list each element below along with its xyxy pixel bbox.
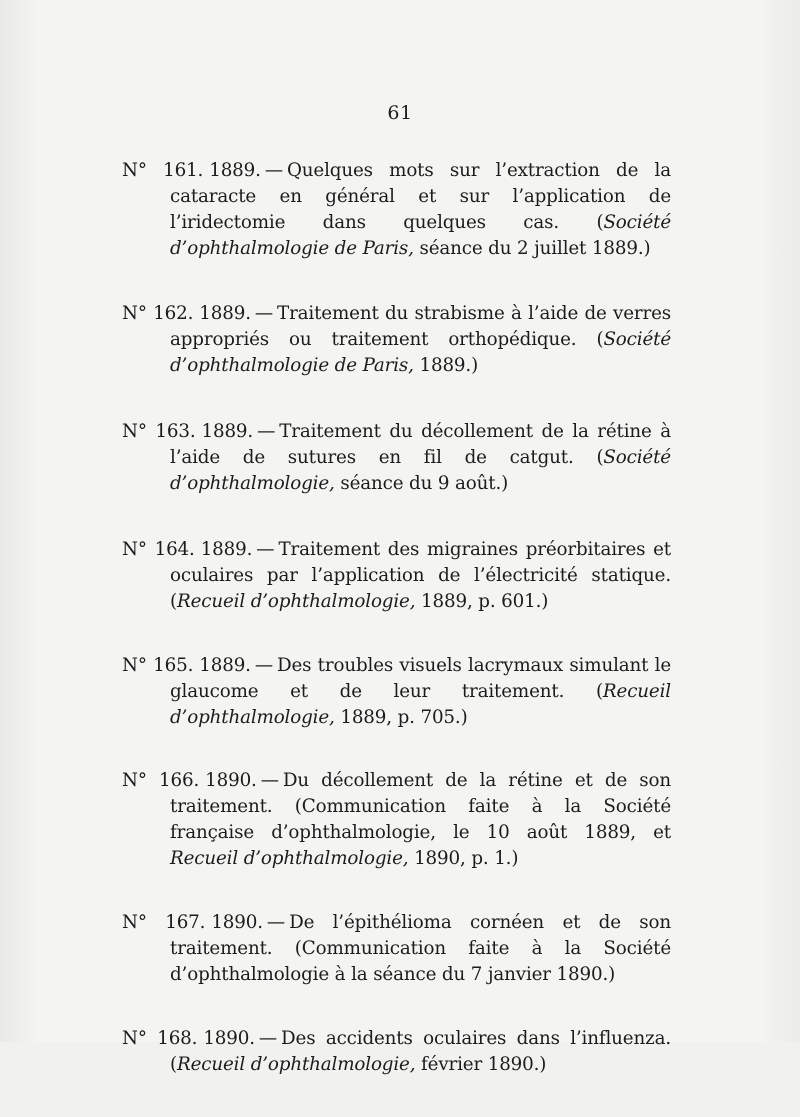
entry-number: N° 162. (122, 303, 194, 324)
entry-details: février 1890.) (415, 1054, 547, 1075)
bibliography-list (122, 158, 671, 1117)
page-number: 61 (387, 102, 413, 124)
bibliography-entry-165 (122, 653, 671, 731)
entry-year: 1890. (211, 912, 263, 933)
entry-open-paren: ( (596, 447, 604, 468)
entry-source: Société d’ophthalmologie de Paris, (170, 212, 671, 259)
entry-year: 1889. (200, 539, 253, 560)
entry-separator: — (264, 160, 283, 181)
entry-details: séance du 2 juillet 1889.) (413, 238, 651, 259)
entry-source: Recueil d’ophthalmologie, (170, 681, 671, 728)
entry-title: Du décollement de la rétine et de son traitement. (Communication faite à la Société française d’ophthalmologie, le 10 août 1889, et (170, 770, 671, 843)
entry-number: N° 166. (122, 770, 200, 791)
entry-details: 1889.) (413, 355, 479, 376)
bibliography-entry-163 (122, 419, 671, 497)
entry-open-paren: ( (595, 681, 603, 702)
bibliography-entry-164 (122, 537, 671, 615)
bibliography-entry-162 (122, 301, 671, 379)
entry-source: Recueil d’ophthalmologie, (170, 848, 409, 869)
entry-title: Quelques mots sur l’extraction de la cataracte en général et sur l’application de l’iridectomie dans quelques cas. (170, 160, 671, 233)
entry-title: Traitement du décollement de la rétine à l’aide de sutures en fil de catgut. (170, 421, 671, 468)
entry-details: 1890, p. 1.) (408, 848, 519, 869)
entry-separator: — (256, 539, 275, 560)
entry-number: N° 165. (122, 655, 194, 676)
entry-year: 1889. (209, 160, 261, 181)
entry-source: Société d’ophthalmologie de Paris, (170, 329, 671, 376)
entry-number: N° 168. (122, 1028, 198, 1049)
bibliography-entry-161 (122, 158, 671, 262)
entry-separator: — (257, 421, 276, 442)
entry-year: 1889. (199, 303, 251, 324)
entry-source: Recueil d’ophthalmologie, (176, 1054, 416, 1075)
entry-title: Traitement du strabisme à l’aide de verres appropriés ou traitement orthopédique. (170, 303, 671, 350)
entry-details: 1889, p. 601.) (415, 591, 549, 612)
entry-year: 1890. (203, 1028, 255, 1049)
entry-separator: — (258, 1028, 278, 1049)
bibliography-entry-167 (122, 910, 671, 988)
entry-separator: — (254, 655, 273, 676)
entry-details: séance du 9 août.) (334, 473, 509, 494)
entry-details: 1889, p. 705.) (334, 707, 468, 728)
entry-separator: — (260, 770, 279, 791)
entry-source: Recueil d’ophthalmologie, (176, 591, 416, 612)
entry-title: Des troubles visuels lacrymaux simulant le glaucome et de leur traitement. (170, 655, 671, 702)
entry-title: Traitement des migraines préorbitaires et oculaires par l’application de l’électricité statique. (170, 539, 671, 586)
entry-open-paren: ( (596, 212, 604, 233)
entry-source: Société d’ophthalmologie, (170, 447, 671, 494)
bibliography-entry-166 (122, 768, 671, 872)
entry-title: De l’épithélioma cornéen et de son traitement. (Communication faite à la Société d’ophthalmologie à la séance du 7 janvier 1890.) (170, 912, 671, 985)
entry-open-paren: ( (170, 591, 177, 612)
entry-number: N° 163. (122, 421, 196, 442)
entry-year: 1890. (205, 770, 257, 791)
entry-number: N° 161. (122, 160, 204, 181)
entry-year: 1889. (201, 421, 254, 442)
entry-number: N° 164. (122, 539, 195, 560)
bibliography-entry-168 (122, 1026, 671, 1078)
entry-open-paren: ( (596, 329, 604, 350)
entry-open-paren: ( (170, 1054, 177, 1075)
entry-separator: — (266, 912, 286, 933)
entry-title: Des accidents oculaires dans l’influenza. (281, 1028, 671, 1049)
entry-year: 1889. (199, 655, 251, 676)
entry-number: N° 167. (122, 912, 206, 933)
entry-separator: — (254, 303, 274, 324)
